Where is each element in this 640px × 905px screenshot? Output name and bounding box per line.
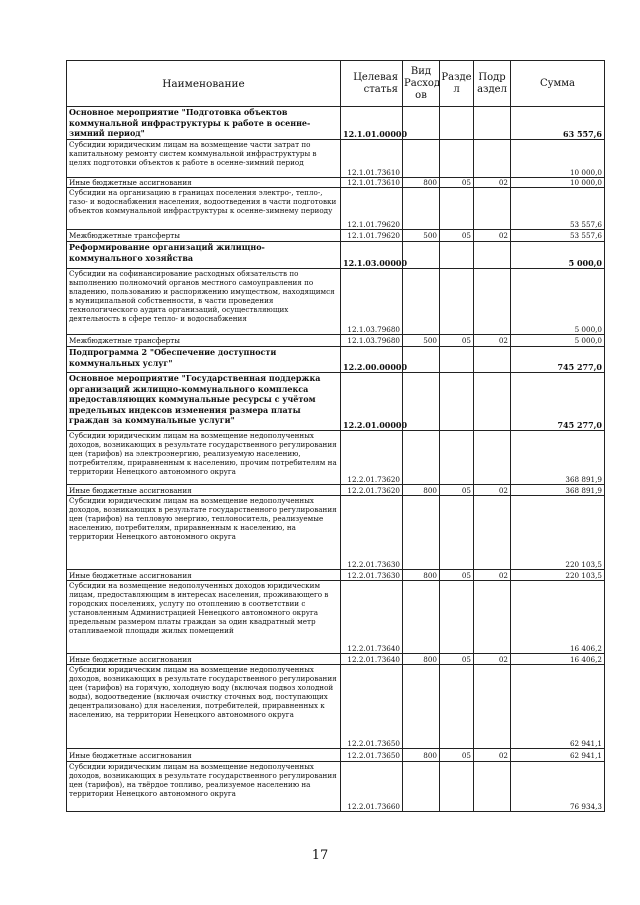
row-sum: 5 000,0 [511,335,605,347]
row-name: Субсидии на софинансирование расходных обязательств по выполнению полномочий органов местного самоуправления по владению, пользованию и распоряжению имуществом, находящимся в муниципальной собственности, в части проведения технологического аудита организаций, осуществляющих деятельность в сфере тепло- и водоснабжения [67,269,341,335]
row-expense-type: 800 [403,485,440,496]
row-section [440,496,474,570]
row-name: Субсидии юридическим лицам на возмещение части затрат по капитальному ремонту систем коммунальной инфраструктуры в целях подготовки объектов к работе в осенне-зимний период [67,140,341,178]
row-target-article: 12.2.01.00000 [341,373,403,431]
row-expense-type [403,373,440,431]
row-sum: 76 934,3 [511,762,605,812]
row-sum: 62 941,1 [511,665,605,749]
table-row [67,230,605,242]
row-expense-type [403,188,440,230]
row-section [440,107,474,140]
row-subsection: 02 [474,570,511,581]
row-sum: 745 277,0 [511,347,605,373]
table-row [67,431,605,485]
row-sum: 63 557,6 [511,107,605,140]
table-row [67,347,605,373]
row-subsection: 02 [474,230,511,242]
row-name: Субсидии на возмещение недополученных доходов юридическим лицам, предоставляющим в интересах населения, проживающего в городских поселениях, услугу по отоплению в соответствии с установленным Администрацией Ненецкого автономного округа предельным размером платы граждан за один квадратный метр отапливаемой площади жилых помещений [67,581,341,654]
row-target-article: 12.2.01.73650 [341,749,403,762]
row-expense-type: 800 [403,570,440,581]
row-target-article: 12.1.03.00000 [341,242,403,269]
row-target-article: 12.1.01.79620 [341,188,403,230]
row-sum: 10 000,0 [511,178,605,188]
row-target-article: 12.2.01.73620 [341,485,403,496]
row-expense-type: 500 [403,335,440,347]
table-row [67,654,605,665]
row-target-article: 12.2.01.73650 [341,665,403,749]
row-expense-type: 800 [403,654,440,665]
row-subsection: 02 [474,654,511,665]
row-subsection [474,188,511,230]
row-target-article: 12.2.00.00000 [341,347,403,373]
row-sum: 62 941,1 [511,749,605,762]
row-expense-type [403,762,440,812]
row-section: 05 [440,178,474,188]
row-section [440,242,474,269]
row-subsection [474,107,511,140]
row-target-article: 12.2.01.73640 [341,654,403,665]
budget-table [66,60,605,812]
table-row [67,749,605,762]
row-name: Субсидии юридическим лицам на возмещение недополученных доходов, возникающих в результате государственного регулирования цен (тарифов) на электроэнергию, реализуемую населению, потребителям, приравненным к населению, прочим потребителям на территории Ненецкого автономного округа [67,431,341,485]
header-section: Разде л [440,61,474,107]
row-expense-type: 500 [403,230,440,242]
table-row [67,107,605,140]
row-sum: 368 891,9 [511,431,605,485]
table-row [67,373,605,431]
table-row [67,762,605,812]
row-expense-type [403,665,440,749]
row-subsection: 02 [474,749,511,762]
row-subsection [474,347,511,373]
row-section: 05 [440,654,474,665]
row-name: Иные бюджетные ассигнования [67,749,341,762]
table-row [67,335,605,347]
row-name: Иные бюджетные ассигнования [67,570,341,581]
row-section: 05 [440,570,474,581]
row-sum: 220 103,5 [511,496,605,570]
row-name: Иные бюджетные ассигнования [67,654,341,665]
row-expense-type: 800 [403,178,440,188]
row-sum: 53 557,6 [511,188,605,230]
row-section: 05 [440,335,474,347]
row-subsection [474,581,511,654]
row-section: 05 [440,485,474,496]
row-subsection: 02 [474,335,511,347]
table-row [67,581,605,654]
row-subsection [474,373,511,431]
table-row [67,178,605,188]
row-section [440,431,474,485]
row-expense-type [403,581,440,654]
row-target-article: 12.1.01.73610 [341,140,403,178]
row-target-article: 12.2.01.73640 [341,581,403,654]
row-target-article: 12.2.01.73630 [341,570,403,581]
row-name: Основное мероприятие "Подготовка объектов коммунальной инфраструктуры к работе в осенне-зимний период" [67,107,341,140]
row-expense-type [403,431,440,485]
header-name: Наименование [67,61,341,107]
row-subsection: 02 [474,178,511,188]
row-name: Иные бюджетные ассигнования [67,485,341,496]
row-section [440,269,474,335]
row-name: Основное мероприятие "Государственная поддержка организаций жилищно-коммунального комплекса предоставляющих коммунальные ресурсы с учётом предельных индексов изменения размера платы граждан за коммунальные услуги" [67,373,341,431]
row-name: Субсидии юридическим лицам на возмещение недополученных доходов, возникающих в результате государственного регулирования цен (тарифов) на горячую, холодную воду (включая подвоз холодной воды), водоотведение (включая очистку сточных вод, поступающих децентрализовано) для населения, потребителей, приравненных к населению, на территории Ненецкого автономного округа [67,665,341,749]
row-subsection [474,431,511,485]
row-target-article: 12.2.01.73630 [341,496,403,570]
row-sum: 220 103,5 [511,570,605,581]
row-section [440,581,474,654]
row-sum: 745 277,0 [511,373,605,431]
table-row [67,140,605,178]
header-subsection: Подр аздел [474,61,511,107]
header-row [67,61,605,107]
row-section: 05 [440,230,474,242]
row-target-article: 12.1.01.00000 [341,107,403,140]
header-target-article: Целевая статья [341,61,403,107]
row-expense-type [403,140,440,178]
row-sum: 53 557,6 [511,230,605,242]
row-subsection [474,665,511,749]
row-subsection [474,762,511,812]
row-expense-type [403,347,440,373]
row-name: Иные бюджетные ассигнования [67,178,341,188]
row-target-article: 12.1.01.79620 [341,230,403,242]
row-subsection: 02 [474,485,511,496]
row-expense-type [403,269,440,335]
row-target-article: 12.1.03.79680 [341,335,403,347]
row-target-article: 12.1.01.73610 [341,178,403,188]
row-section [440,347,474,373]
row-sum: 16 406,2 [511,654,605,665]
header-sum: Сумма [511,61,605,107]
row-section [440,188,474,230]
header-expense-type: Вид Расход ов [403,61,440,107]
row-sum: 5 000,0 [511,269,605,335]
row-name: Межбюджетные трансферты [67,230,341,242]
row-target-article: 12.2.01.73660 [341,762,403,812]
table-row [67,570,605,581]
table-row [67,188,605,230]
table-row [67,665,605,749]
table-row [67,242,605,269]
row-expense-type [403,496,440,570]
row-section [440,373,474,431]
row-name: Субсидии на организацию в границах поселения электро-, тепло-, газо- и водоснабжения населения, водоотведения в части подготовки объектов коммунальной инфраструктуры к осенне-зимнему периоду [67,188,341,230]
table-body [67,107,605,812]
row-name: Межбюджетные трансферты [67,335,341,347]
row-subsection [474,140,511,178]
row-target-article: 12.2.01.73620 [341,431,403,485]
row-name: Реформирование организаций жилищно-коммунального хозяйства [67,242,341,269]
row-sum: 5 000,0 [511,242,605,269]
row-name: Подпрограмма 2 "Обеспечение доступности коммунальных услуг" [67,347,341,373]
row-target-article: 12.1.03.79680 [341,269,403,335]
row-section: 05 [440,749,474,762]
row-subsection [474,269,511,335]
row-section [440,665,474,749]
page-number: 17 [311,848,329,863]
row-sum: 368 891,9 [511,485,605,496]
table-row [67,496,605,570]
row-expense-type [403,107,440,140]
row-subsection [474,496,511,570]
row-section [440,762,474,812]
row-subsection [474,242,511,269]
row-sum: 16 406,2 [511,581,605,654]
table-row [67,269,605,335]
row-expense-type: 800 [403,749,440,762]
row-sum: 10 000,0 [511,140,605,178]
row-section [440,140,474,178]
row-expense-type [403,242,440,269]
table-row [67,485,605,496]
row-name: Субсидии юридическим лицам на возмещение недополученных доходов, возникающих в результате государственного регулирования цен (тарифов), на твёрдое топливо, реализуемое населению на территории Ненецкого автономного округа [67,762,341,812]
row-name: Субсидии юридическим лицам на возмещение недополученных доходов, возникающих в результате государственного регулирования цен (тарифов) на тепловую энергию, теплоноситель, реализуемые населению, потребителям, приравненным к населению, на территории Ненецкого автономного округа [67,496,341,570]
